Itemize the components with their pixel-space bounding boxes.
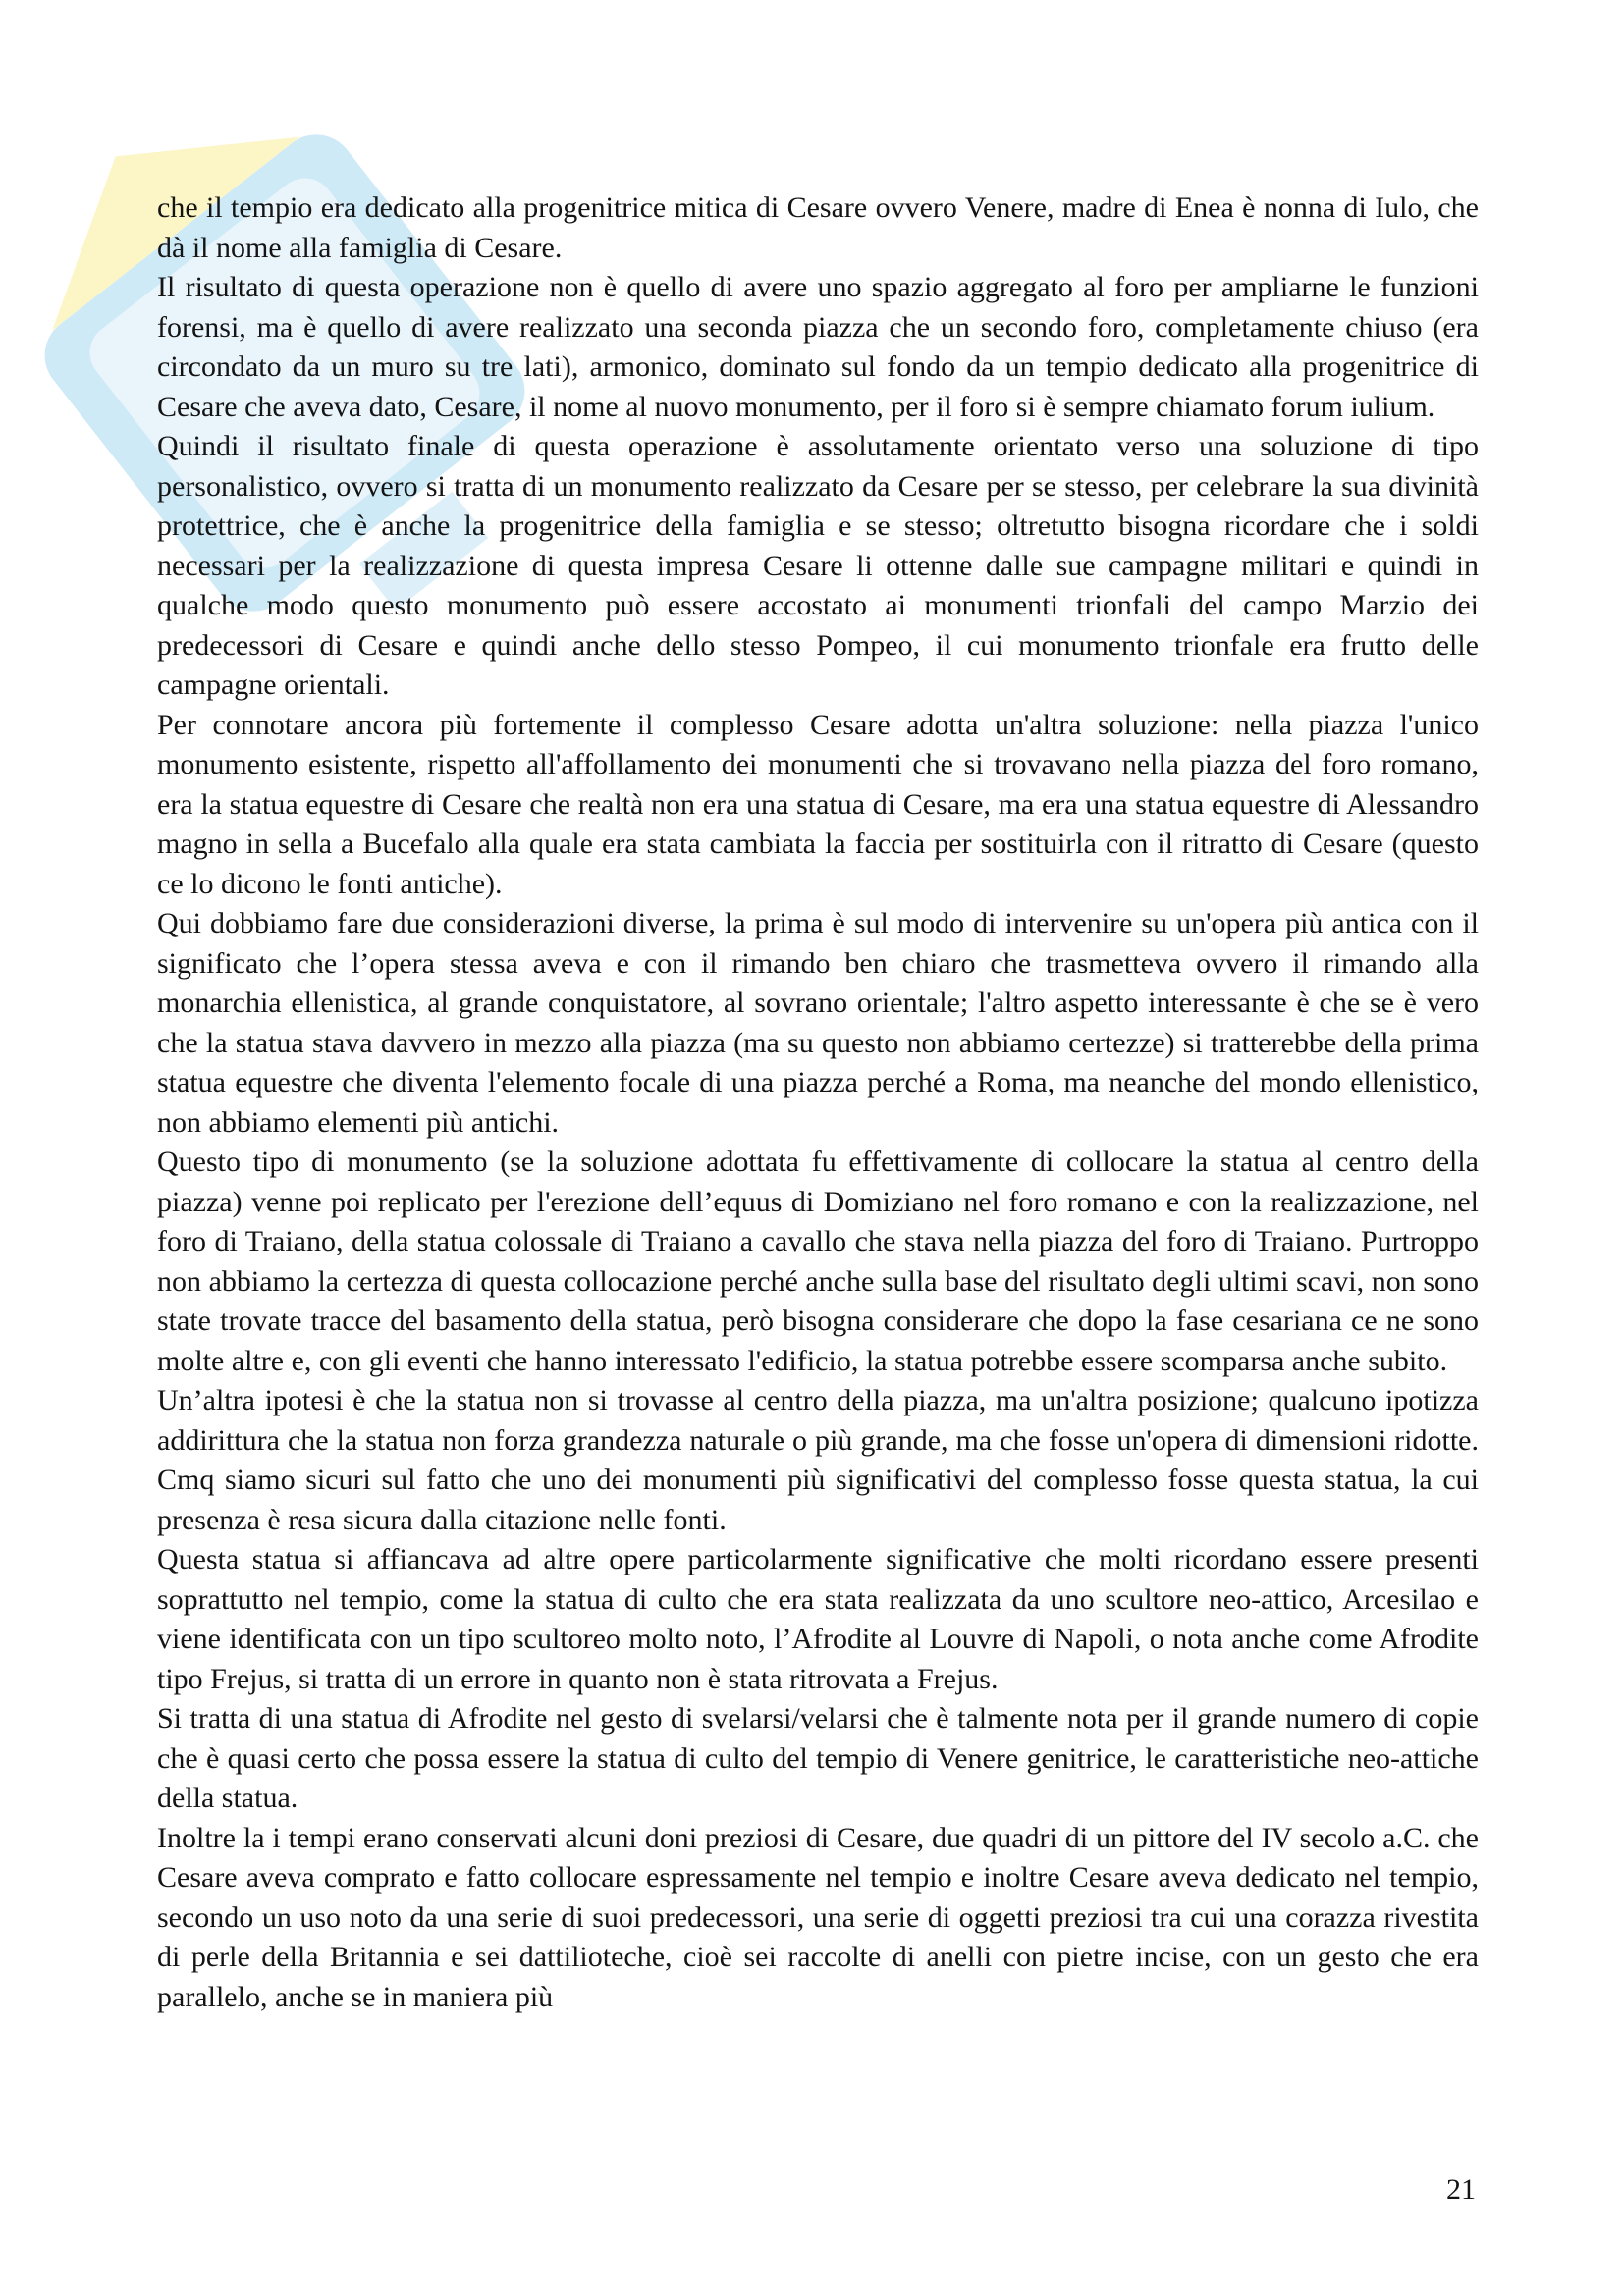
paragraph: Quindi il risultato finale di questa operazione è assolutamente orientato verso una soluzione di tipo personalistico, ovvero si tratta di un monumento realizzato da Cesare per se stesso, per celebrare la sua divinità protettrice, che è anche la progenitrice della famiglia e se stesso; oltretutto bisogna ricordare che i soldi necessari per la realizzazione di questa impresa Cesare li ottenne dalle sue campagne militari e quindi in qualche modo questo monumento può essere accostato ai monumenti trionfali del campo Marzio dei predecessori di Cesare e quindi anche dello stesso Pompeo, il cui monumento trionfale era frutto delle campagne orientali.: [157, 430, 1479, 701]
paragraph: Per connotare ancora più fortemente il complesso Cesare adotta un'altra soluzione: nella piazza l'unico monumento esistente, rispetto all'affollamento dei monumenti che si trovavano nella piazza del foro romano, era la statua equestre di Cesare che realtà non era una statua di Cesare, ma era una statua equestre di Alessandro magno in sella a Bucefalo alla quale era stata cambiata la faccia per sostituirla con il ritratto di Cesare (questo ce lo dicono le fonti antiche).: [157, 708, 1479, 900]
paragraph: Si tratta di una statua di Afrodite nel gesto di svelarsi/velarsi che è talmente nota per il grande numero di copie che è quasi certo che possa essere la statua di culto del tempio di Venere genitrice, le caratteristiche neo-attiche della statua.: [157, 1702, 1479, 1814]
paragraph: Un’altra ipotesi è che la statua non si trovasse al centro della piazza, ma un'altra posizione; qualcuno ipotizza addirittura che la statua non forza grandezza naturale o più grande, ma che fosse un'opera di dimensioni ridotte. Cmq siamo sicuri sul fatto che uno dei monumenti più significativi del complesso fosse questa statua, la cui presenza è resa sicura dalla citazione nelle fonti.: [157, 1384, 1479, 1536]
document-body: [157, 188, 1479, 2017]
page-number: 21: [1446, 2173, 1476, 2206]
paragraph: Il risultato di questa operazione non è quello di avere uno spazio aggregato al foro per ampliarne le funzioni forensi, ma è quello di avere realizzato una seconda piazza che un secondo foro, completamente chiuso (era circondato da un muro su tre lati), armonico, dominato sul fondo da un tempio dedicato alla progenitrice di Cesare che aveva dato, Cesare, il nome al nuovo monumento, per il foro si è sempre chiamato forum iulium.: [157, 271, 1479, 423]
paragraph: che il tempio era dedicato alla progenitrice mitica di Cesare ovvero Venere, madre di Enea è nonna di Iulo, che dà il nome alla famiglia di Cesare.: [157, 191, 1479, 264]
paragraph: Qui dobbiamo fare due considerazioni diverse, la prima è sul modo di intervenire su un'opera più antica con il significato che l’opera stessa aveva e con il rimando ben chiaro che trasmetteva ovvero il rimando alla monarchia ellenistica, al grande conquistatore, al sovrano orientale; l'altro aspetto interessante è che se è vero che la statua stava davvero in mezzo alla piazza (ma su questo non abbiamo certezze) si tratterebbe della prima statua equestre che diventa l'elemento focale di una piazza perché a Roma, ma neanche del mondo ellenistico, non abbiamo elementi più antichi.: [157, 907, 1479, 1139]
paragraph: Questa statua si affiancava ad altre opere particolarmente significative che molti ricordano essere presenti soprattutto nel tempio, come la statua di culto che era stata realizzata da uno scultore neo-attico, Arcesilao e viene identificata con un tipo scultoreo molto noto, l’Afrodite al Louvre di Napoli, o nota anche come Afrodite tipo Frejus, si tratta di un errore in quanto non è stata ritrovata a Frejus.: [157, 1543, 1479, 1695]
paragraph: Questo tipo di monumento (se la soluzione adottata fu effettivamente di collocare la statua al centro della piazza) venne poi replicato per l'erezione dell’equus di Domiziano nel foro romano e con la realizzazione, nel foro di Traiano, della statua colossale di Traiano a cavallo che stava nella piazza del foro di Traiano. Purtroppo non abbiamo la certezza di questa collocazione perché anche sulla base del risultato degli ultimi scavi, non sono state trovate tracce del basamento della statua, però bisogna considerare che dopo la fase cesariana ce ne sono molte altre e, con gli eventi che hanno interessato l'edificio, la statua potrebbe essere scomparsa anche subito.: [157, 1146, 1479, 1377]
paragraph: Inoltre la i tempi erano conservati alcuni doni preziosi di Cesare, due quadri di un pittore del IV secolo a.C. che Cesare aveva comprato e fatto collocare espressamente nel tempio e inoltre Cesare aveva dedicato nel tempio, secondo un uso noto da una serie di suoi predecessori, una serie di oggetti preziosi tra cui una corazza rivestita di perle della Britannia e sei dattilioteche, cioè sei raccolte di anelli con pietre incise, con un gesto che era parallelo, anche se in maniera più: [157, 1821, 1479, 2013]
